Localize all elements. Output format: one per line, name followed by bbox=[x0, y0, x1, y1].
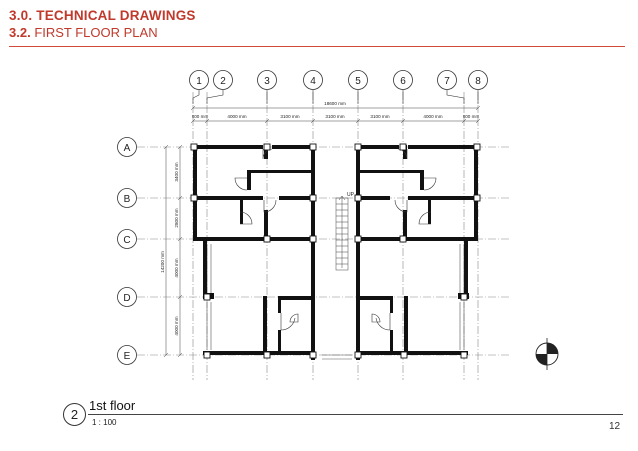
section-title: 3.0. TECHNICAL DRAWINGS bbox=[9, 8, 196, 23]
staircase bbox=[336, 196, 348, 270]
grid-label: 5 bbox=[355, 76, 361, 87]
dim-label: 3100 mm bbox=[370, 114, 390, 119]
drawing-scale: 1 : 100 bbox=[92, 418, 117, 427]
grid-label: B bbox=[123, 194, 131, 205]
left-dimension-labels bbox=[160, 162, 179, 335]
column-markers bbox=[191, 144, 480, 358]
grid-label: 8 bbox=[475, 76, 481, 87]
subsection-name: FIRST FLOOR PLAN bbox=[34, 25, 158, 40]
column-grid-bubbles bbox=[190, 71, 488, 90]
dim-label: 3400 mm bbox=[174, 162, 179, 182]
grid-label: 2 bbox=[220, 76, 226, 87]
row-grid-labels bbox=[123, 143, 130, 362]
dim-label: 3100 mm bbox=[280, 114, 300, 119]
dim-label: 600 mm bbox=[191, 114, 209, 119]
grid-label: 7 bbox=[444, 76, 450, 87]
overall-depth-label: 14200 mm bbox=[160, 251, 165, 273]
overall-width-label: 18600 mm bbox=[324, 101, 346, 106]
dim-label: 600 mm bbox=[462, 114, 480, 119]
north-arrow-icon bbox=[536, 338, 558, 370]
dim-label: 4000 mm bbox=[227, 114, 247, 119]
grid-label: 6 bbox=[400, 76, 406, 87]
page-number: 12 bbox=[609, 421, 621, 432]
dim-label: 2800 mm bbox=[174, 208, 179, 228]
stair-up-label: UP bbox=[347, 192, 354, 198]
drawing-number-badge: 2 bbox=[63, 403, 86, 426]
subsection-number: 3.2. bbox=[9, 25, 31, 40]
left-dimensions bbox=[164, 145, 182, 357]
row-grid-bubbles bbox=[118, 138, 137, 365]
grid-label: 4 bbox=[310, 76, 316, 87]
column-gridlines bbox=[193, 92, 478, 380]
grid-label: 1 bbox=[196, 76, 202, 87]
caption-rule bbox=[88, 414, 623, 415]
grid-label: A bbox=[123, 143, 131, 154]
grid-label: E bbox=[123, 351, 131, 362]
dim-label: 3100 mm bbox=[325, 114, 345, 119]
grid-label: C bbox=[123, 235, 131, 246]
grid-label: 3 bbox=[264, 76, 270, 87]
top-dimension-labels bbox=[192, 101, 480, 119]
grid-label: D bbox=[123, 293, 131, 304]
dim-label: 4000 mm bbox=[174, 316, 179, 336]
dim-label: 4000 mm bbox=[174, 258, 179, 278]
dim-label: 4000 mm bbox=[423, 114, 443, 119]
drawing-title: 1st floor bbox=[89, 398, 136, 413]
window-lines bbox=[207, 244, 464, 359]
